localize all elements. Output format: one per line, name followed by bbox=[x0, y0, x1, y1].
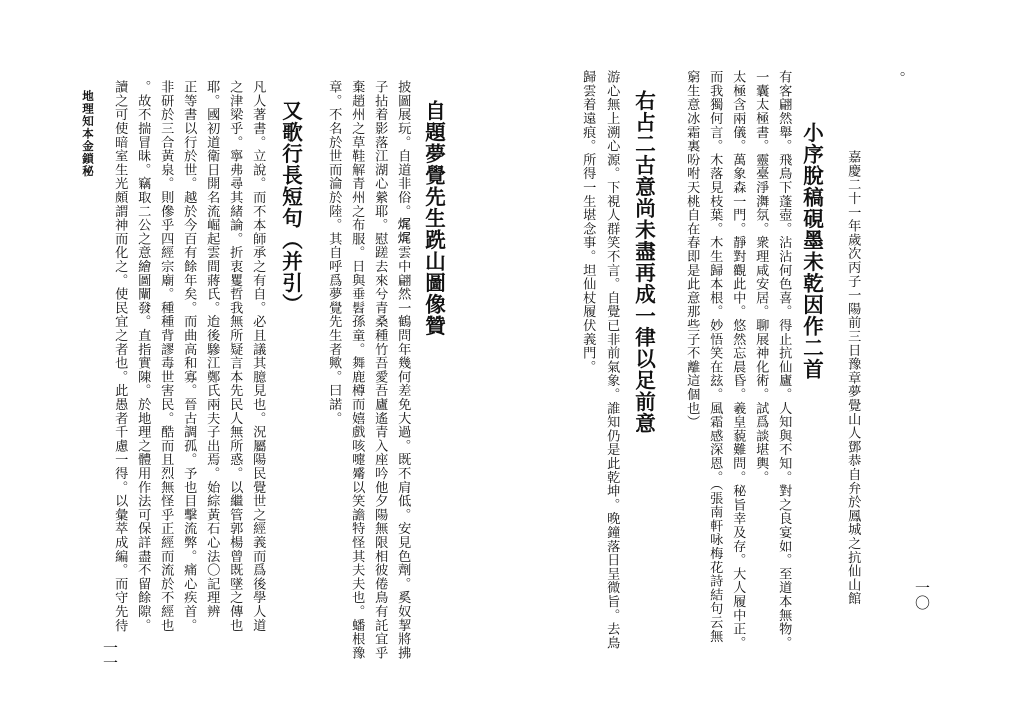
text-line: 正等書以行於世。越於今百有餘年矣。而曲高和寡。晉古調孤。予也目擊流弊。痛心疾首。 bbox=[181, 80, 197, 632]
text-line: 凡人著書。立說。而不本師承之有自。必且議其臆見也。況屬陽民覺世之經義而爲後學人道 bbox=[250, 80, 266, 632]
page-number: 一〇 bbox=[913, 580, 931, 610]
text-line: 一囊太極書。靈臺淨㵲氛。衆理咸安居。聊展神化術。試爲談堪輿。 bbox=[753, 70, 769, 484]
text-line: 章。不名於世而淪於陸。其自呼爲夢覺先生者歟。曰諾。 bbox=[326, 80, 342, 425]
right-page bbox=[512, 0, 1024, 724]
text-line: 窮生意冰霜裏吩咐天桃自在春即是此意那些子不離這個也） bbox=[684, 70, 700, 429]
section-heading: 小序脫稿硯墨未乾因作二首 bbox=[799, 122, 824, 380]
section-heading: 自題夢覺先生跣山圖像贊 bbox=[421, 100, 446, 337]
section-heading: 又歌行長短句（并引） bbox=[278, 100, 303, 315]
text-line: 非研於三合黃泉。則傪乎四經宗廟。種種背謬毒世害民。酷而且烈無怪乎正經而流於不經也 bbox=[158, 80, 174, 632]
date-line: 嘉慶二十一年歲次丙子一陽前三日豫章夢覺山人鄧恭自弁於鳳城之抗仙山館 bbox=[845, 150, 861, 606]
text-line: 游心無上溯心源。下視人群笑不言。自覺已非前氣象。誰知仍是此乾坤。晚鐘落日呈微旨。去鳥 bbox=[604, 70, 620, 650]
text-line: 之津梁乎。寧弗尋其緒論。折衷矍哲我無所疑言本先民人無所惑。以繼管郭楊曾既墜之傳也 bbox=[227, 80, 243, 632]
text-line: 子拈着影落江湖心縈耶。慰蹉去來兮青桑種竹吾愛吾廬遙青入座吟他夕陽無限相彼倦鳥有託宜乎 bbox=[372, 80, 388, 660]
text-line: 。故不揣冒昧。竊取二公之意繪圖闡發。直指實陳。於地理之體用作法可保詳盡不留餘隙。 bbox=[135, 80, 151, 632]
text-line: 披圖展玩。自道非俗。𤈦𤈦雲中翩然一鶴問年幾何差免大過。既不肩低。安見色劑。奚奴挈將拂 bbox=[395, 80, 411, 660]
text-line: 有客翩然舉。飛鳥下蓬壺。沾沾何色喜。得止抗仙廬。人知與不知。對之良宴如。至道本無物。 bbox=[776, 70, 792, 650]
text-line: 棄趙州之草鞋解青州之布服。日與垂髫孫童。舞鹿樽而嬉戲咳嚏觱以笑譫特怪其夫夫也。蟠根豫 bbox=[349, 80, 365, 660]
text-line: 而我獨何言。木落見枝葉。木生歸本根。妙悟笑在玆。風霜感深恩。（張南軒咏梅花詩結句云無 bbox=[707, 70, 723, 643]
text-line: 太極含兩儀。萬象森一門。靜對觀此中。悠然忘晨昏。羲皇藐難問。秘旨幸及存。大人履中正。 bbox=[730, 70, 746, 650]
corner-mark: 。 bbox=[900, 63, 914, 79]
text-line: 讀之可使暗室生光頗謂神而化之。使民宜之者也。此愚者千慮一得。以彙萃成編。而守先待 bbox=[112, 80, 128, 632]
section-heading: 右占二古意尚未盡再成一律以足前意 bbox=[631, 90, 656, 434]
text-line: 耶。國初道衛日開名流崛起雲間蔣氏。迨後驂江鄭氏兩夫子出焉。始綜黃石心法〇記理辨 bbox=[204, 80, 220, 619]
text-line: 歸雲着遠痕。所得一生堪念事。坦仙杖履伏義門。 bbox=[580, 70, 596, 374]
book-title-footer: 地理知本金鎖秘 bbox=[81, 90, 95, 178]
page-number: 一一 bbox=[101, 640, 119, 670]
